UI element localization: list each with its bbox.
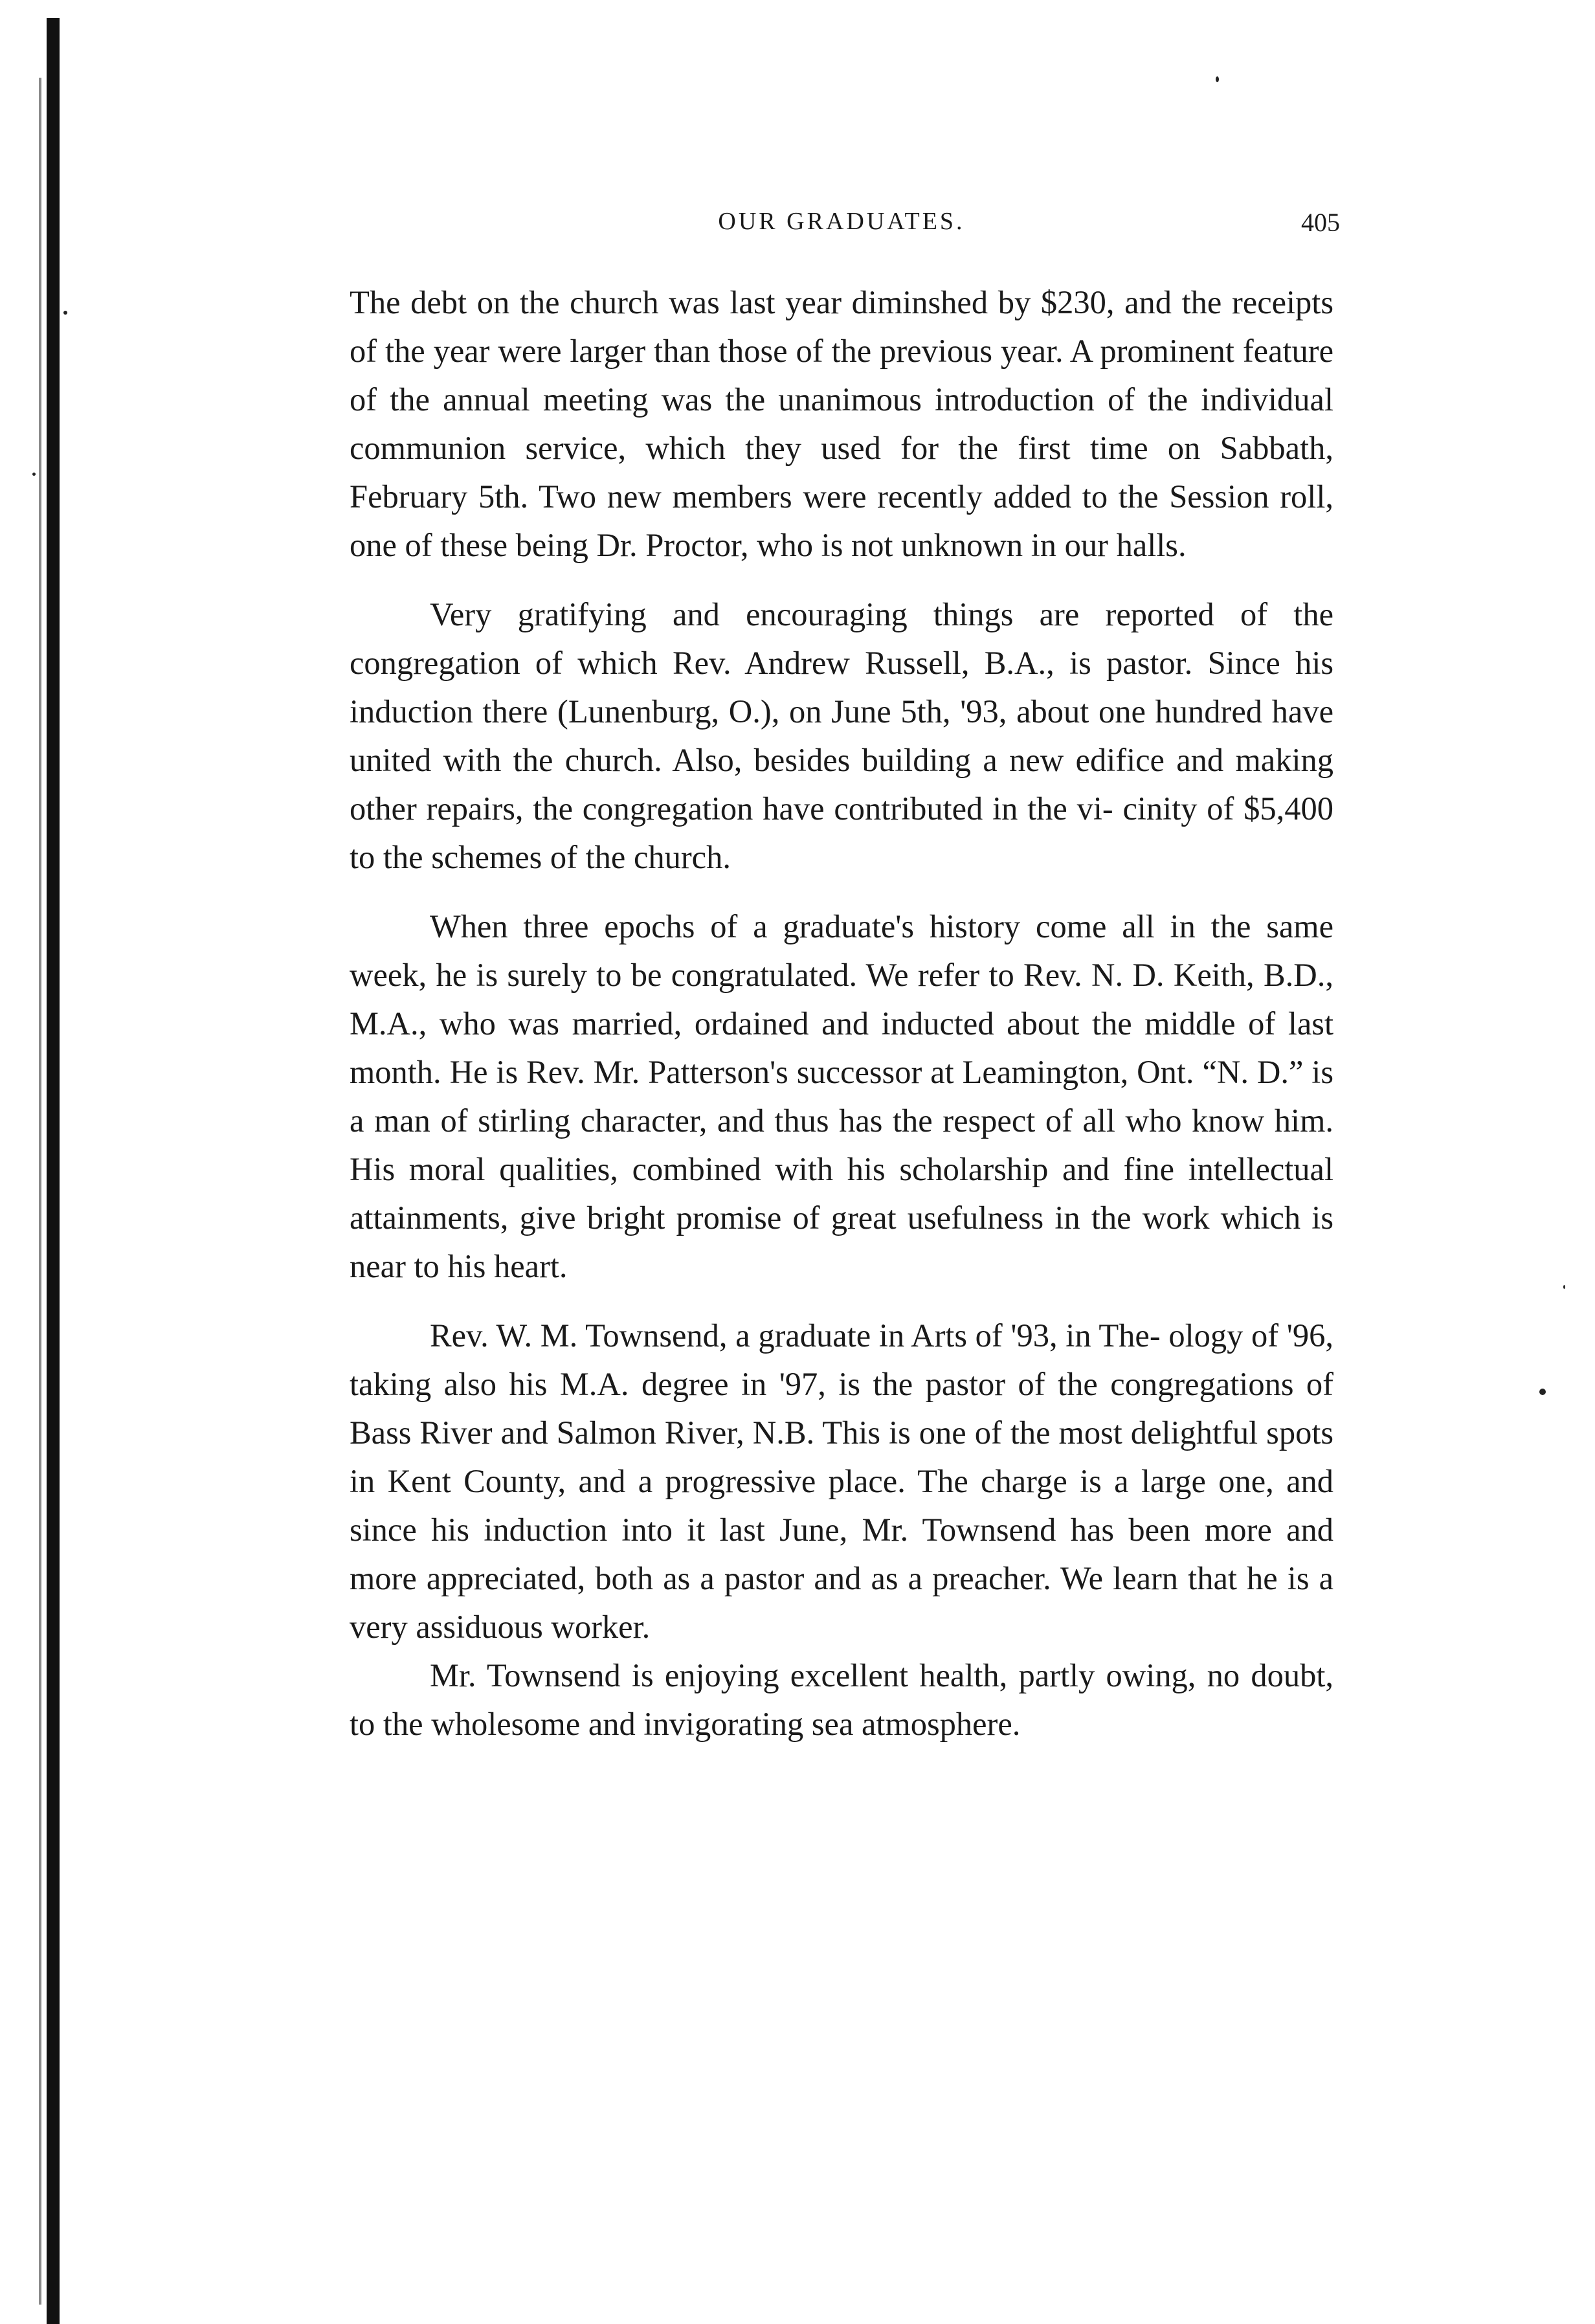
scan-speck (32, 473, 36, 476)
scan-speck (1216, 76, 1219, 82)
running-title: OUR GRADUATES. (718, 208, 965, 235)
scan-speck (63, 311, 67, 315)
scan-speck (1539, 1389, 1546, 1395)
paragraph-keith-graduate: When three epochs of a graduate's history come all in the same week, he is surely to be congratulated. We refer to Rev. N. D. Keith, B.D., M.A., who was married, ordained and inducted about the middle of last month. He is Rev. Mr. Patterson's successor at Leamington, Ont. “N. D.” is a man of stirling character, and thus has the respect of all who know him. His moral qualities, combined with his scholarship and fine intellectual attainments, give bright promise of great usefulness in the work which is near to his heart. (350, 908, 1333, 1284)
page-number: 405 (1301, 208, 1340, 237)
running-head (350, 207, 1340, 259)
paragraph-townsend-health: Mr. Townsend is enjoying excellent health, partly owing, no doubt, to the wholesome and invigorating sea atmosphere. (350, 1657, 1333, 1742)
scan-binding-edge (47, 18, 60, 2324)
scan-speck (1563, 1285, 1565, 1289)
scan-binding-shadow (39, 78, 41, 2305)
paragraph-church-debt: The debt on the church was last year diminshed by $230, and the receipts of the year were larger than those of the previous year. A prominent feature of the annual meeting was the unanimous introduction of the individual communion service, which they used for the first time on Sabbath, February 5th. Two new members were recently added to the Session roll, one of these being Dr. Proctor, who is not unknown in our halls. (350, 284, 1333, 563)
book-page (350, 207, 1340, 1769)
paragraph-townsend-pastor: Rev. W. M. Townsend, a graduate in Arts of '93, in The- ology of '96, taking also his M.A. degree in '97, is the pastor of the congregations of Bass River and Salmon River, N.B. This is one of the most delightful spots in Kent County, and a progressive place. The charge is a large one, and since his induction into it last June, Mr. Townsend has been more and more appreciated, both as a pastor and as a preacher. We learn that he is a very assiduous worker. (350, 1317, 1333, 1645)
paragraph-russell-congregation: Very gratifying and encouraging things are reported of the congregation of which Rev. Andrew Russell, B.A., is pastor. Since his induction there (Lunenburg, O.), on June 5th, '93, about one hundred have united with the church. Also, besides building a new edifice and making other repairs, the congregation have contributed in the vi- cinity of $5,400 to the schemes of the church. (350, 596, 1333, 875)
